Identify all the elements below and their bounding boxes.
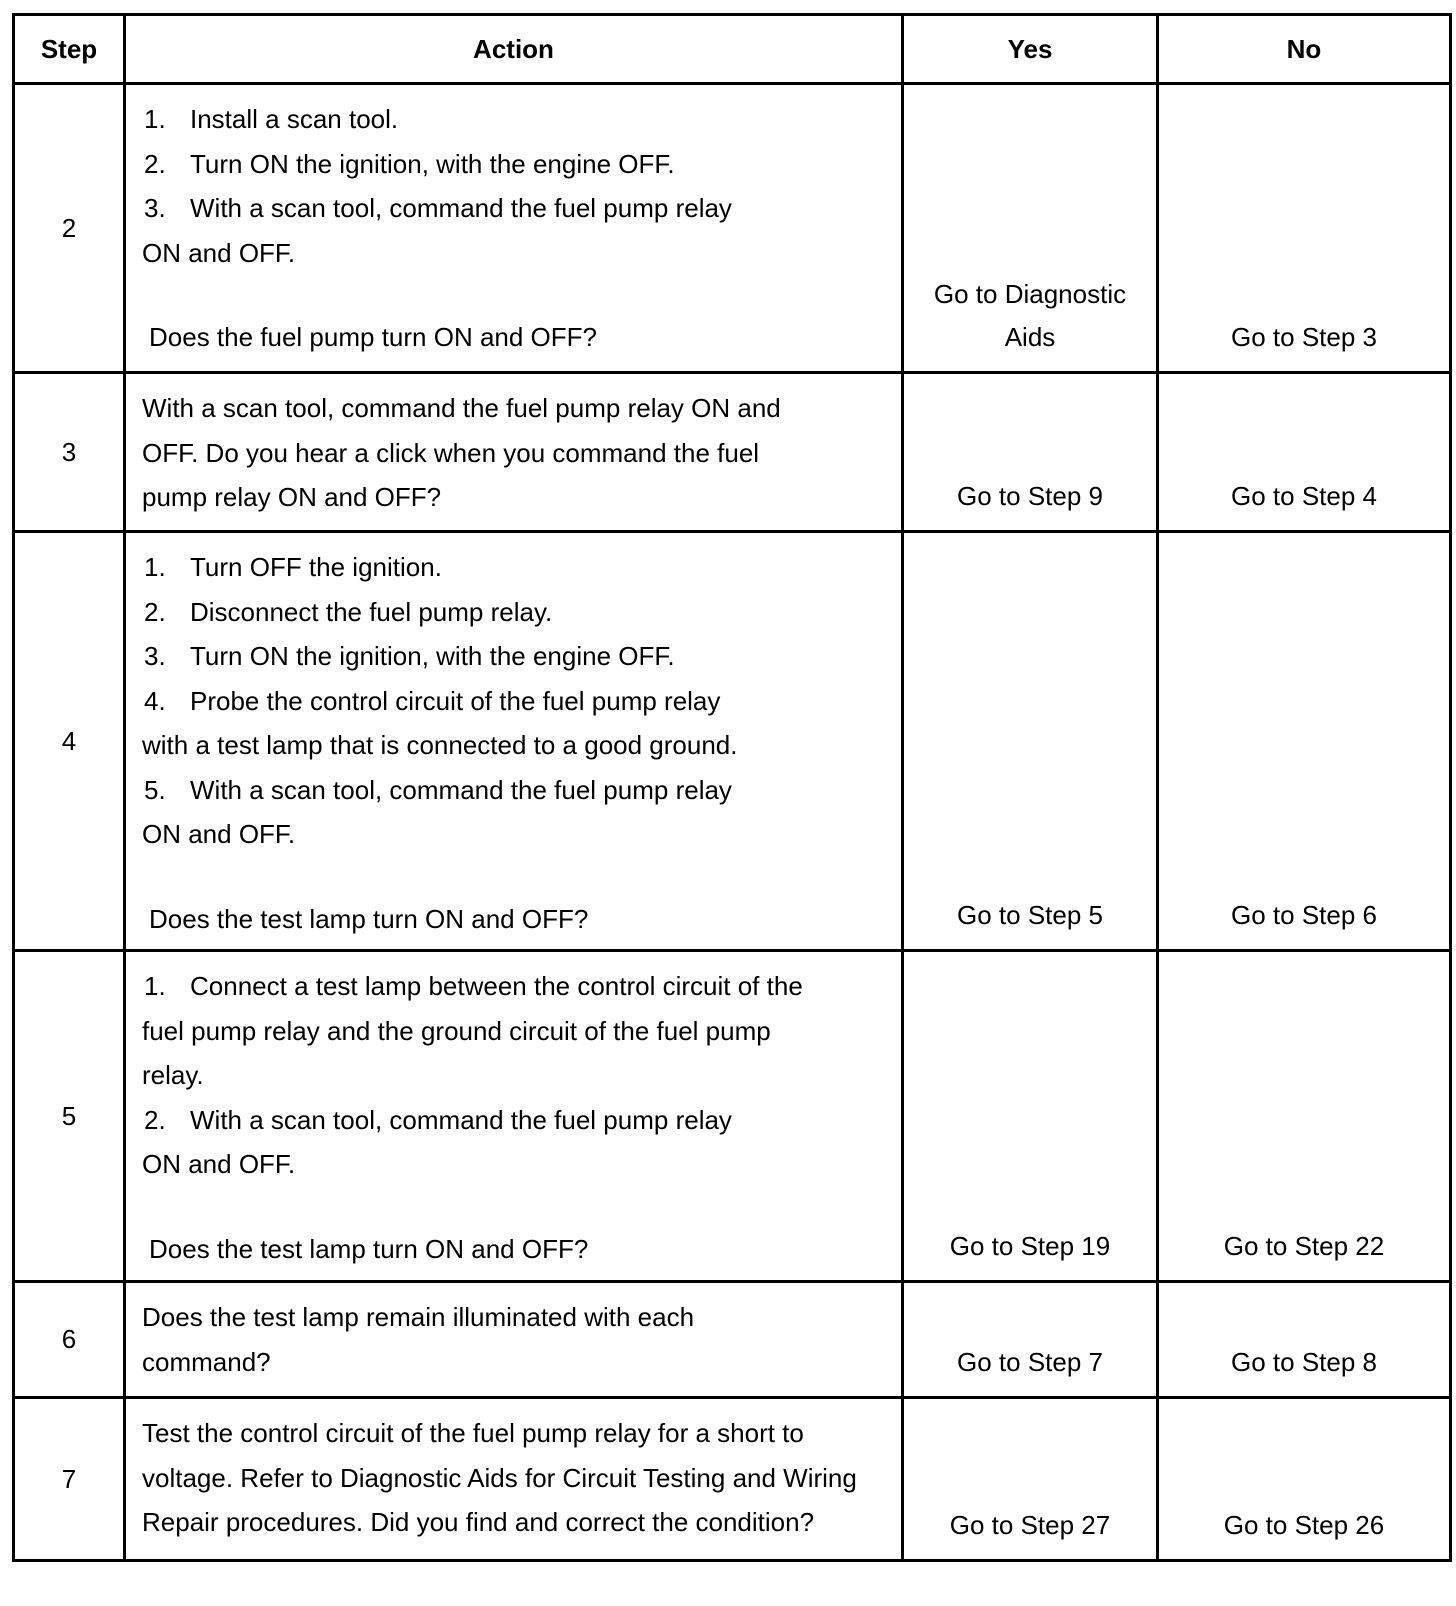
table-row	[14, 1282, 1451, 1398]
table-row	[14, 532, 1451, 951]
action-question: Does the test lamp turn ON and OFF?	[149, 1233, 589, 1264]
action-text: relay.	[142, 1060, 204, 1090]
yes-cell	[903, 1398, 1158, 1561]
yes-result-text: Go to Step 27	[949, 1510, 1111, 1540]
action-step-number: 2.	[144, 596, 166, 627]
yes-cell	[903, 84, 1158, 373]
action-text: Repair procedures. Did you find and correct the condition?	[142, 1507, 815, 1537]
action-line	[142, 1009, 887, 1054]
yes-cell	[903, 532, 1158, 951]
step-number: 7	[14, 1398, 125, 1561]
action-line	[142, 590, 887, 635]
no-cell	[1158, 532, 1451, 951]
no-result-text: Go to Step 26	[1223, 1510, 1385, 1540]
no-cell	[1158, 1282, 1451, 1398]
action-text: with a test lamp that is connected to a good ground.	[142, 730, 738, 760]
step-number: 3	[14, 373, 125, 532]
action-text: fuel pump relay and the ground circuit of the fuel pump	[142, 1015, 771, 1046]
action-line	[142, 231, 887, 276]
action-line	[142, 475, 887, 520]
no-cell	[1158, 951, 1451, 1282]
action-line	[142, 679, 887, 724]
action-line	[142, 812, 887, 857]
action-step-number: 1.	[144, 552, 166, 582]
action-line	[142, 1295, 887, 1340]
action-line	[142, 1456, 887, 1501]
action-cell	[125, 84, 903, 373]
no-cell	[1158, 373, 1451, 532]
action-step-number: 5.	[144, 774, 166, 805]
action-line	[142, 1142, 887, 1187]
action-line	[142, 964, 887, 1009]
yes-result-text: Go to Step 9	[957, 481, 1103, 511]
action-text: Disconnect the fuel pump relay.	[190, 596, 553, 627]
action-text: Install a scan tool.	[190, 104, 399, 134]
action-cell	[125, 532, 903, 951]
step-number: 2	[14, 84, 125, 373]
action-step-number: 2.	[144, 1104, 166, 1135]
spacer	[142, 1187, 887, 1227]
action-text: ON and OFF.	[142, 237, 296, 268]
action-text: Turn OFF the ignition.	[190, 552, 442, 582]
action-line	[142, 723, 887, 768]
action-line	[142, 1500, 887, 1545]
header-no: No	[1158, 15, 1451, 84]
no-cell	[1158, 1398, 1451, 1561]
action-line	[142, 142, 887, 187]
yes-cell	[903, 373, 1158, 532]
header-step: Step	[14, 15, 125, 84]
action-cell	[125, 373, 903, 532]
spacer	[142, 857, 887, 897]
no-result-text: Go to Step 3	[1231, 322, 1377, 352]
no-cell	[1158, 84, 1451, 373]
action-text: command?	[142, 1346, 271, 1377]
action-line	[142, 768, 887, 813]
action-text: OFF. Do you hear a click when you command the fuel	[142, 437, 760, 468]
action-line	[142, 386, 887, 431]
action-cell	[125, 1398, 903, 1561]
header-row	[14, 15, 1451, 84]
action-step-number: 2.	[144, 148, 166, 179]
no-result-text: Go to Step 4	[1231, 481, 1377, 511]
table-row	[14, 951, 1451, 1282]
action-question: Does the test lamp turn ON and OFF?	[149, 903, 589, 934]
yes-result-text: Go to Step 19	[949, 1231, 1111, 1261]
action-step-number: 3.	[144, 193, 166, 223]
action-question: Does the fuel pump turn ON and OFF?	[149, 322, 597, 352]
action-line	[142, 97, 887, 142]
action-text: Does the test lamp remain illuminated with each	[142, 1302, 695, 1332]
action-step-number: 4.	[144, 685, 166, 716]
table-row	[14, 84, 1451, 373]
no-result-text: Go to Step 6	[1231, 900, 1377, 930]
action-cell	[125, 951, 903, 1282]
action-text: Test the control circuit of the fuel pump relay for a short to	[142, 1418, 804, 1448]
action-line	[142, 186, 887, 231]
action-text: With a scan tool, command the fuel pump relay	[190, 1104, 732, 1135]
action-line	[142, 1053, 887, 1098]
spacer	[142, 275, 887, 315]
action-step-number: 3.	[144, 641, 166, 671]
action-step-number: 1.	[144, 971, 166, 1001]
yes-result-text: Go to Step 7	[957, 1347, 1103, 1377]
action-text: ON and OFF.	[142, 819, 296, 849]
action-text: With a scan tool, command the fuel pump relay	[190, 193, 732, 223]
action-line	[142, 545, 887, 590]
table-row	[14, 1398, 1451, 1561]
yes-result-text: Go to Step 5	[957, 900, 1103, 930]
step-number: 6	[14, 1282, 125, 1398]
action-text: ON and OFF.	[142, 1149, 296, 1179]
action-text: voltage. Refer to Diagnostic Aids for Circuit Testing and Wiring	[142, 1462, 857, 1493]
no-result-text: Go to Step 22	[1223, 1231, 1385, 1261]
action-cell	[125, 1282, 903, 1398]
action-text: With a scan tool, command the fuel pump relay	[190, 774, 732, 805]
header-yes: Yes	[903, 15, 1158, 84]
yes-cell	[903, 1282, 1158, 1398]
yes-result-text: Go to Diagnostic	[933, 279, 1127, 309]
action-line	[142, 1411, 887, 1456]
action-line	[142, 1340, 887, 1385]
action-line	[142, 1098, 887, 1143]
table-row	[14, 373, 1451, 532]
yes-cell	[903, 951, 1158, 1282]
action-text: With a scan tool, command the fuel pump relay ON and	[142, 393, 781, 423]
action-step-number: 1.	[144, 104, 166, 134]
diagnostic-table	[12, 13, 1452, 1562]
action-line	[142, 431, 887, 476]
action-text: Turn ON the ignition, with the engine OFF.	[190, 641, 675, 671]
action-text: Probe the control circuit of the fuel pump relay	[190, 685, 721, 716]
action-line	[142, 634, 887, 679]
no-result-text: Go to Step 8	[1231, 1347, 1377, 1377]
action-text: Connect a test lamp between the control circuit of the	[190, 971, 803, 1001]
header-action: Action	[125, 15, 903, 84]
action-text: Turn ON the ignition, with the engine OFF.	[190, 148, 675, 179]
step-number: 4	[14, 532, 125, 951]
action-text: pump relay ON and OFF?	[142, 482, 442, 512]
yes-result-text: Aids	[1004, 322, 1056, 352]
step-number: 5	[14, 951, 125, 1282]
